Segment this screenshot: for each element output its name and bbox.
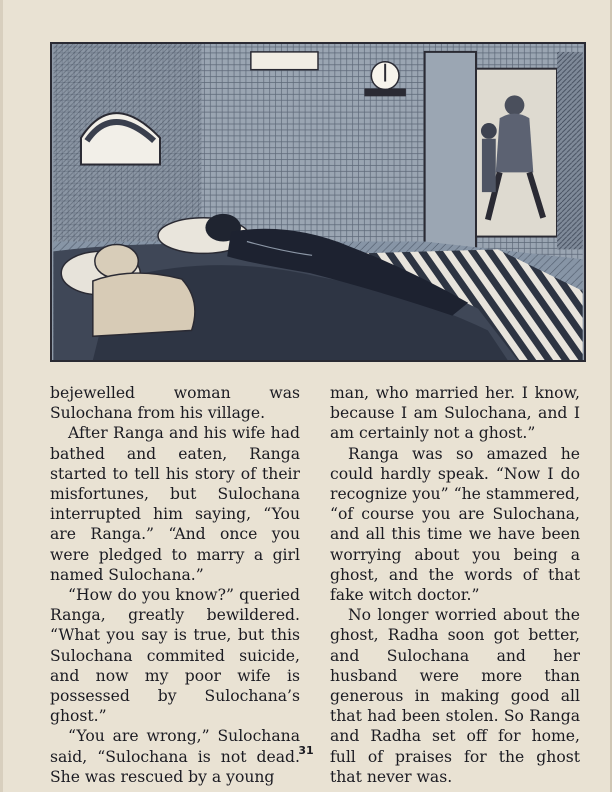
story-paragraph: After Ranga and his wife had bathed and eaten, Ranga started to tell his story of their misfortunes, but Sulochana interrupted him saying, “You are Ranga.” “And once you were pledged to marry a girl named Sulochana.” [50,424,300,584]
open-door [425,52,476,250]
story-paragraph: Ranga was so amazed he could hardly speak. “Now I do recognize you” “he stammered, “of course you are Sulochana, and all this time we have been worrying about you being a ghost, and the words of that fake witch doctor.” [330,444,580,605]
story-paragraph: No longer worried about the ghost, Radha soon got better, and Sulochana and her husband were more than generous in making good all that had been stolen. So Ranga and Radha set off for home, full of praises for the ghost that never was. [330,606,580,786]
story-paragraph: “You are wrong,” Sulochana said, “Sulochana is not dead. She was rescued by a young [50,727,300,786]
page-number: 31 [298,744,314,757]
wall-shelf [251,52,318,70]
story-column-left [50,383,300,787]
sleeping-man [93,273,195,336]
story-paragraph: “How do you know?” queried Ranga, greatly bewildered. “What you say is true, but this Sulochana commited suicide, and now my poor wife is possessed by Sulochana’s ghost.” [50,586,300,726]
story-paragraph: bejewelled woman was Sulochana from his village. [50,384,300,423]
figure-in-doorway [496,114,534,173]
story-illustration [50,42,586,362]
figure-head [505,95,525,115]
story-paragraph: man, who married her. I know, because I am Sulochana, and I am certainly not a ghost.” [330,384,580,443]
story-column-right [330,383,580,787]
